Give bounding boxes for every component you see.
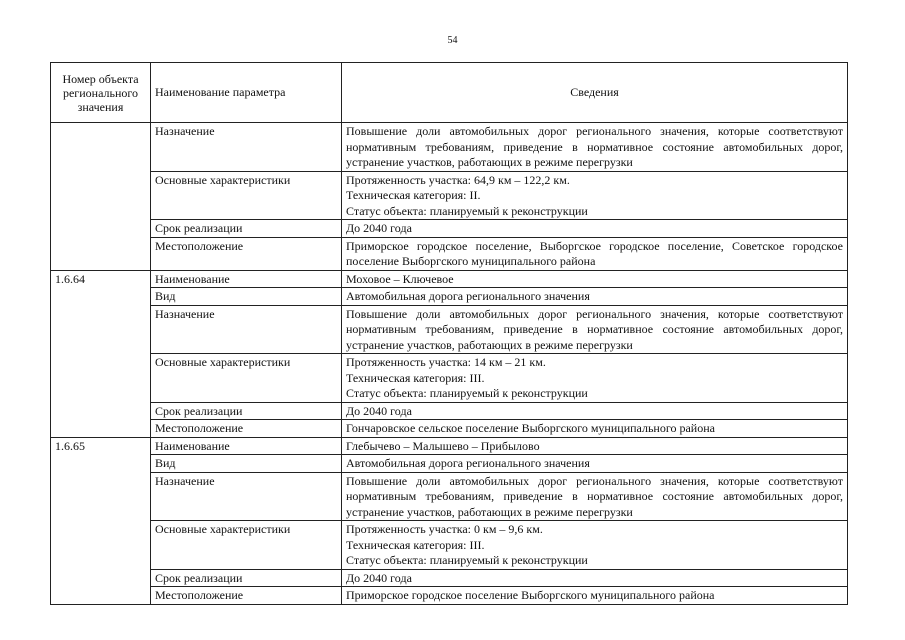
- parameter-name-cell: Назначение: [151, 123, 342, 172]
- parameter-name-cell: Срок реализации: [151, 220, 342, 238]
- details-line: Статус объекта: планируемый к реконструкции: [346, 553, 588, 567]
- parameter-name-cell: Местоположение: [151, 587, 342, 605]
- details-line: Статус объекта: планируемый к реконструкции: [346, 203, 588, 218]
- parameter-name-cell: Наименование: [151, 437, 342, 455]
- details-cell: Повышение доли автомобильных дорог регионального значения, которые соответствуют нормативным требованиям, приведение в нормативное состояние автомобильных дорог, устранение участков, работающих в режиме перегрузки: [342, 123, 848, 172]
- table-row: [51, 437, 848, 455]
- details-line: Протяженность участка: 0 км – 9,6 км.: [346, 522, 543, 536]
- details-cell: [342, 354, 848, 403]
- parameter-name-cell: Назначение: [151, 305, 342, 354]
- page-number: 54: [447, 35, 458, 46]
- details-cell: Моховое – Ключевое: [342, 270, 848, 288]
- table-row: [51, 288, 848, 306]
- table-row: [51, 521, 848, 570]
- details-cell: Повышение доли автомобильных дорог регионального значения, которые соответствуют нормативным требованиям, приведение в нормативное состояние автомобильных дорог, устранение участков, работающих в режиме перегрузки: [342, 472, 848, 521]
- details-line: Техническая категория: III.: [346, 370, 485, 385]
- table-row: [51, 402, 848, 420]
- object-number-cell: [51, 123, 151, 271]
- details-cell: [342, 521, 848, 570]
- parameter-name-cell: Основные характеристики: [151, 521, 342, 570]
- object-number-cell: 1.6.64: [51, 270, 151, 437]
- details-cell: Автомобильная дорога регионального значения: [342, 288, 848, 306]
- details-line: Протяженность участка: 64,9 км – 122,2 км.: [346, 172, 570, 187]
- details-cell: Глебычево – Малышево – Прибылово: [342, 437, 848, 455]
- parameter-name-cell: Назначение: [151, 472, 342, 521]
- parameter-name-cell: Основные характеристики: [151, 171, 342, 220]
- objects-table: [50, 62, 848, 605]
- table-row: [51, 270, 848, 288]
- details-line: Статус объекта: планируемый к реконструкции: [346, 386, 588, 400]
- parameter-name-cell: Срок реализации: [151, 402, 342, 420]
- table-header-row: [51, 63, 848, 123]
- details-cell: До 2040 года: [342, 402, 848, 420]
- parameter-name-cell: Срок реализации: [151, 569, 342, 587]
- details-line: Техническая категория: II.: [346, 188, 481, 202]
- table-row: [51, 569, 848, 587]
- parameter-name-cell: Наименование: [151, 270, 342, 288]
- table-row: [51, 305, 848, 354]
- object-number-cell: 1.6.65: [51, 437, 151, 604]
- parameter-name-cell: Основные характеристики: [151, 354, 342, 403]
- table-row: [51, 455, 848, 473]
- details-cell: Гончаровское сельское поселение Выборгского муниципального района: [342, 420, 848, 438]
- details-cell: Приморское городское поселение Выборгского муниципального района: [342, 587, 848, 605]
- details-line: Техническая категория: III.: [346, 537, 485, 552]
- table-row: [51, 587, 848, 605]
- header-parameter-name: Наименование параметра: [151, 63, 342, 123]
- parameter-name-cell: Вид: [151, 455, 342, 473]
- header-details: Сведения: [342, 63, 848, 123]
- header-object-number: Номер объекта регионального значения: [51, 63, 151, 123]
- details-cell: Приморское городское поселение, Выборгское городское поселение, Советское городское поселение Выборгского муниципального района: [342, 237, 848, 270]
- table-row: [51, 171, 848, 220]
- parameter-name-cell: Местоположение: [151, 237, 342, 270]
- table-row: [51, 472, 848, 521]
- details-cell: До 2040 года: [342, 220, 848, 238]
- table-row: [51, 420, 848, 438]
- details-cell: До 2040 года: [342, 569, 848, 587]
- table-row: [51, 220, 848, 238]
- table-body: [51, 123, 848, 605]
- table-row: [51, 354, 848, 403]
- parameter-name-cell: Вид: [151, 288, 342, 306]
- table-row: [51, 237, 848, 270]
- details-cell: Повышение доли автомобильных дорог регионального значения, которые соответствуют нормативным требованиям, приведение в нормативное состояние автомобильных дорог, устранение участков, работающих в режиме перегрузки: [342, 305, 848, 354]
- details-line: Протяженность участка: 14 км – 21 км.: [346, 355, 546, 369]
- details-cell: [342, 171, 848, 220]
- details-cell: Автомобильная дорога регионального значения: [342, 455, 848, 473]
- table-row: [51, 123, 848, 172]
- parameter-name-cell: Местоположение: [151, 420, 342, 438]
